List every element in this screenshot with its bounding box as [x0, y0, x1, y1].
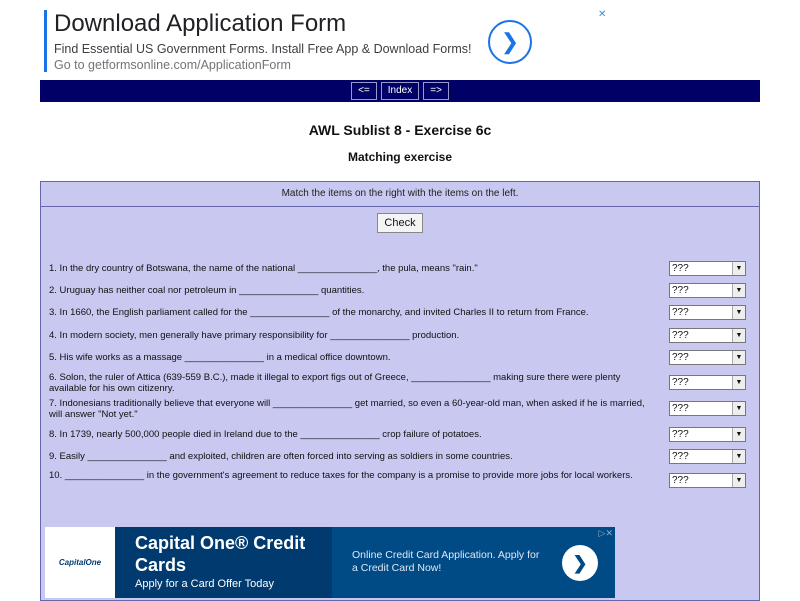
question-3: 3. In 1660, the English parliament called for the _______________ of the monarchy, and invited Charles II to return from France. [49, 307, 589, 318]
ad-body-text: Online Credit Card Application. Apply for a Credit Card Now! [352, 549, 540, 574]
chevron-down-icon: ▼ [732, 402, 745, 415]
answer-select-10[interactable] [669, 473, 746, 488]
select-value: ??? [672, 263, 689, 274]
select-value: ??? [672, 330, 689, 341]
answer-select-7[interactable] [669, 401, 746, 416]
answer-select-8[interactable] [669, 427, 746, 442]
select-value: ??? [672, 352, 689, 363]
index-button[interactable]: Index [381, 82, 419, 100]
answer-select-9[interactable] [669, 449, 746, 464]
question-8: 8. In 1739, nearly 500,000 people died in Ireland due to the _______________ crop failure of potatoes. [49, 429, 482, 440]
question-9: 9. Easily _______________ and exploited, children are often forced into serving as soldiers in some countries. [49, 451, 513, 462]
capital-one-logo: CapitalOne [45, 527, 115, 598]
question-4: 4. In modern society, men generally have primary responsibility for _______________ production. [49, 330, 460, 341]
answer-select-2[interactable] [669, 283, 746, 298]
ad-accent-bar [44, 10, 47, 72]
ad-body-box[interactable] [332, 527, 615, 598]
select-value: ??? [672, 377, 689, 388]
ad-arrow-icon[interactable]: ❯ [488, 20, 532, 64]
select-value: ??? [672, 307, 689, 318]
adchoices-close-icon[interactable]: ✕ [598, 9, 607, 20]
answer-select-1[interactable] [669, 261, 746, 276]
chevron-down-icon: ▼ [732, 284, 745, 297]
ad-description: Find Essential US Government Forms. Install Free App & Download Forms! [54, 42, 472, 56]
chevron-down-icon: ▼ [732, 450, 745, 463]
chevron-down-icon: ▼ [732, 329, 745, 342]
question-1: 1. In the dry country of Botswana, the name of the national _______________, the pula, means "rain." [49, 263, 478, 274]
ad-arrow-icon[interactable]: ❯ [562, 545, 598, 581]
select-value: ??? [672, 475, 689, 486]
page-subtitle: Matching exercise [347, 150, 453, 164]
chevron-down-icon: ▼ [732, 262, 745, 275]
ad-title[interactable]: Download Application Form [54, 10, 347, 37]
question-2: 2. Uruguay has neither coal nor petroleum in _______________ quantities. [49, 285, 365, 296]
question-6: 6. Solon, the ruler of Attica (639-559 B.C.), made it illegal to export figs out of Greece, _______________ making sure there were plenty available for his own citizenry. [49, 372, 621, 394]
ad-headline-box[interactable] [115, 527, 332, 598]
prev-button[interactable]: <= [351, 82, 377, 100]
nav-bar [40, 80, 760, 102]
question-10: 10. _______________ in the government's agreement to reduce taxes for the company is a promise to provide more jobs for local workers. [49, 470, 633, 481]
answer-select-6[interactable] [669, 375, 746, 390]
ad-subheadline: Apply for a Card Offer Today [135, 578, 274, 590]
question-7: 7. Indonesians traditionally believe that everyone will _______________ get married, so even a 60-year-old man, when asked if he is married, will answer "Not yet." [49, 398, 645, 420]
bottom-ad[interactable] [45, 527, 615, 598]
ad-headline[interactable]: Capital One® Credit Cards [135, 533, 306, 575]
instruction-text: Match the items on the right with the items on the left. [41, 182, 759, 207]
next-button[interactable]: => [423, 82, 449, 100]
chevron-down-icon: ▼ [732, 474, 745, 487]
select-value: ??? [672, 285, 689, 296]
top-ad[interactable] [44, 10, 614, 74]
answer-select-3[interactable] [669, 305, 746, 320]
answer-select-4[interactable] [669, 328, 746, 343]
answer-select-5[interactable] [669, 350, 746, 365]
select-value: ??? [672, 429, 689, 440]
adchoices-close-icon[interactable]: ▷✕ [598, 528, 613, 538]
chevron-down-icon: ▼ [732, 306, 745, 319]
chevron-down-icon: ▼ [732, 351, 745, 364]
page-title: AWL Sublist 8 - Exercise 6c [308, 122, 492, 138]
question-5: 5. His wife works as a massage _______________ in a medical office downtown. [49, 352, 391, 363]
check-button[interactable]: Check [377, 213, 423, 233]
select-value: ??? [672, 451, 689, 462]
ad-url[interactable]: Go to getformsonline.com/ApplicationForm [54, 58, 291, 72]
select-value: ??? [672, 403, 689, 414]
chevron-down-icon: ▼ [732, 376, 745, 389]
chevron-down-icon: ▼ [732, 428, 745, 441]
